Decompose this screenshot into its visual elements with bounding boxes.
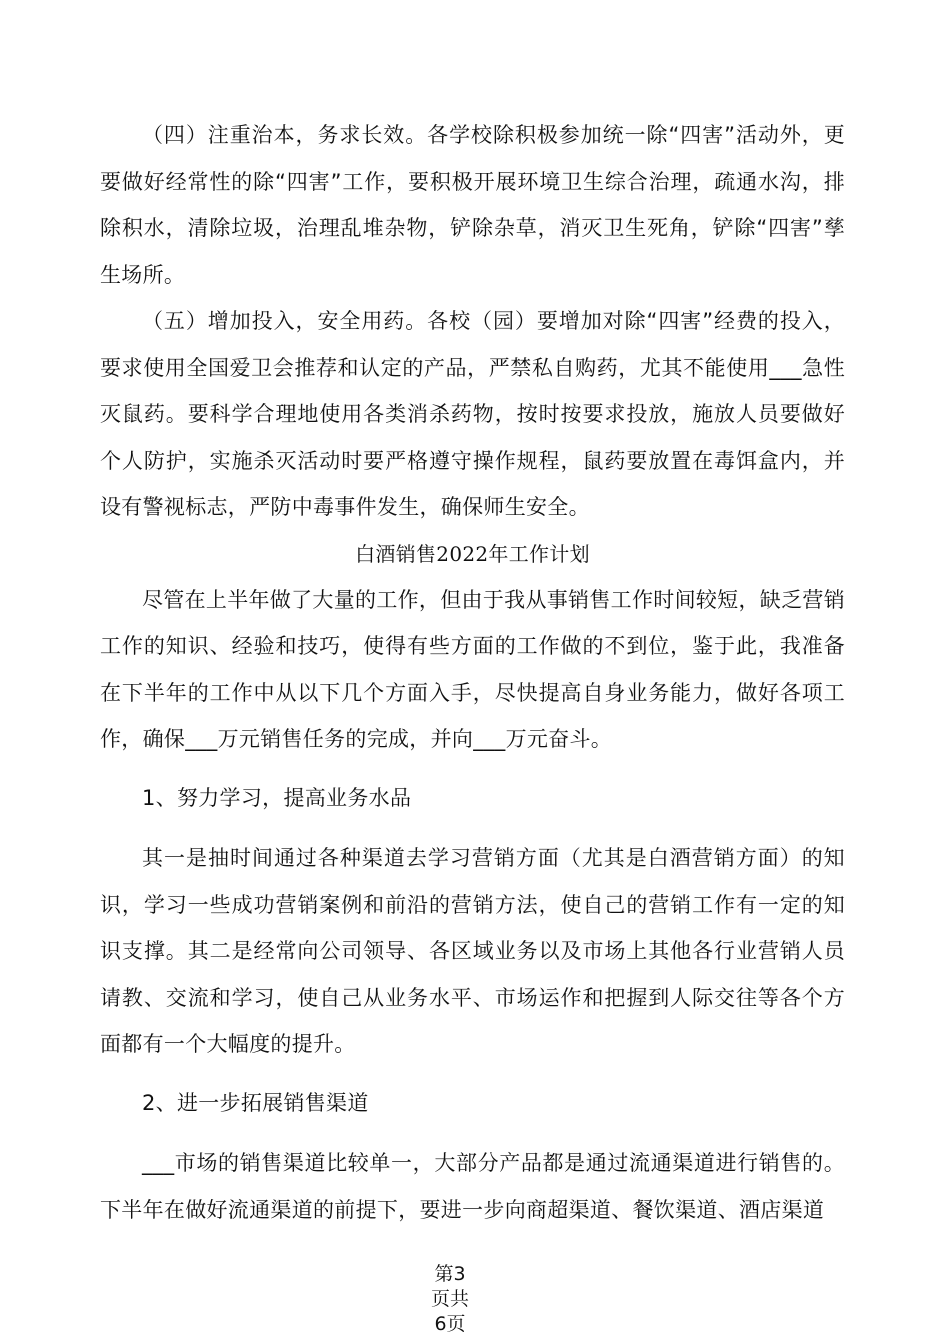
page-number-line-1: 第3 [434, 1263, 466, 1285]
paragraph-five-safe-medication: （五）增加投入，安全用药。各校（园）要增加对除“四害”经费的投入，要求使用全国爱卫会推荐和认定的产品，严禁私自购药，尤其不能使用___急性灭鼠药。要科学合理地使用各类消杀药物，按时按要求投放，施放人员要做好个人防护，实施杀灭活动时要严格遵守操作规程，鼠药要放置在毒饵盒内，并设有警视标志，严防中毒事件发生，确保师生安全。 [100, 309, 845, 519]
page-number-footer [420, 1262, 480, 1337]
section-heading-study: 1、努力学习，提高业务水品 [142, 785, 412, 810]
paragraph-four-remove-pests: （四）注重治本，务求长效。各学校除积极参加统一除“四害”活动外，更要做好经常性的除“四害”工作，要积极开展环境卫生综合治理，疏通水沟，排除积水，清除垃圾，治理乱堆杂物，铲除杂草，消灭卫生死角，铲除“四害”孳生场所。 [100, 123, 845, 287]
section-heading-channels: 2、进一步拓展销售渠道 [142, 1090, 369, 1115]
paragraph-channels: ___市场的销售渠道比较单一，大部分产品都是通过流通渠道进行销售的。下半年在做好流通渠道的前提下，要进一步向商超渠道、餐饮渠道、酒店渠道 [100, 1151, 845, 1222]
page-number-line-2: 页共 [430, 1288, 469, 1310]
paragraph-study: 其一是抽时间通过各种渠道去学习营销方面（尤其是白酒营销方面）的知识，学习一些成功营销案例和前沿的营销方法，使自己的营销工作有一定的知识支撑。其二是经常向公司领导、各区域业务以及市场上其他各行业营销人员请教、交流和学习，使自己从业务水平、市场运作和把握到人际交往等各个方面都有一个大幅度的提升。 [100, 846, 845, 1056]
page-number-line-3: 6页 [434, 1313, 466, 1335]
document-title: 白酒销售2022年工作计划 [355, 541, 590, 566]
paragraph-introduction: 尽管在上半年做了大量的工作，但由于我从事销售工作时间较短，缺乏营销工作的知识、经验和技巧，使得有些方面的工作做的不到位，鉴于此，我准备在下半年的工作中从以下几个方面入手，尽快提高自身业务能力，做好各项工作，确保___万元销售任务的完成，并向___万元奋斗。 [100, 587, 845, 751]
document-body [100, 112, 845, 1233]
